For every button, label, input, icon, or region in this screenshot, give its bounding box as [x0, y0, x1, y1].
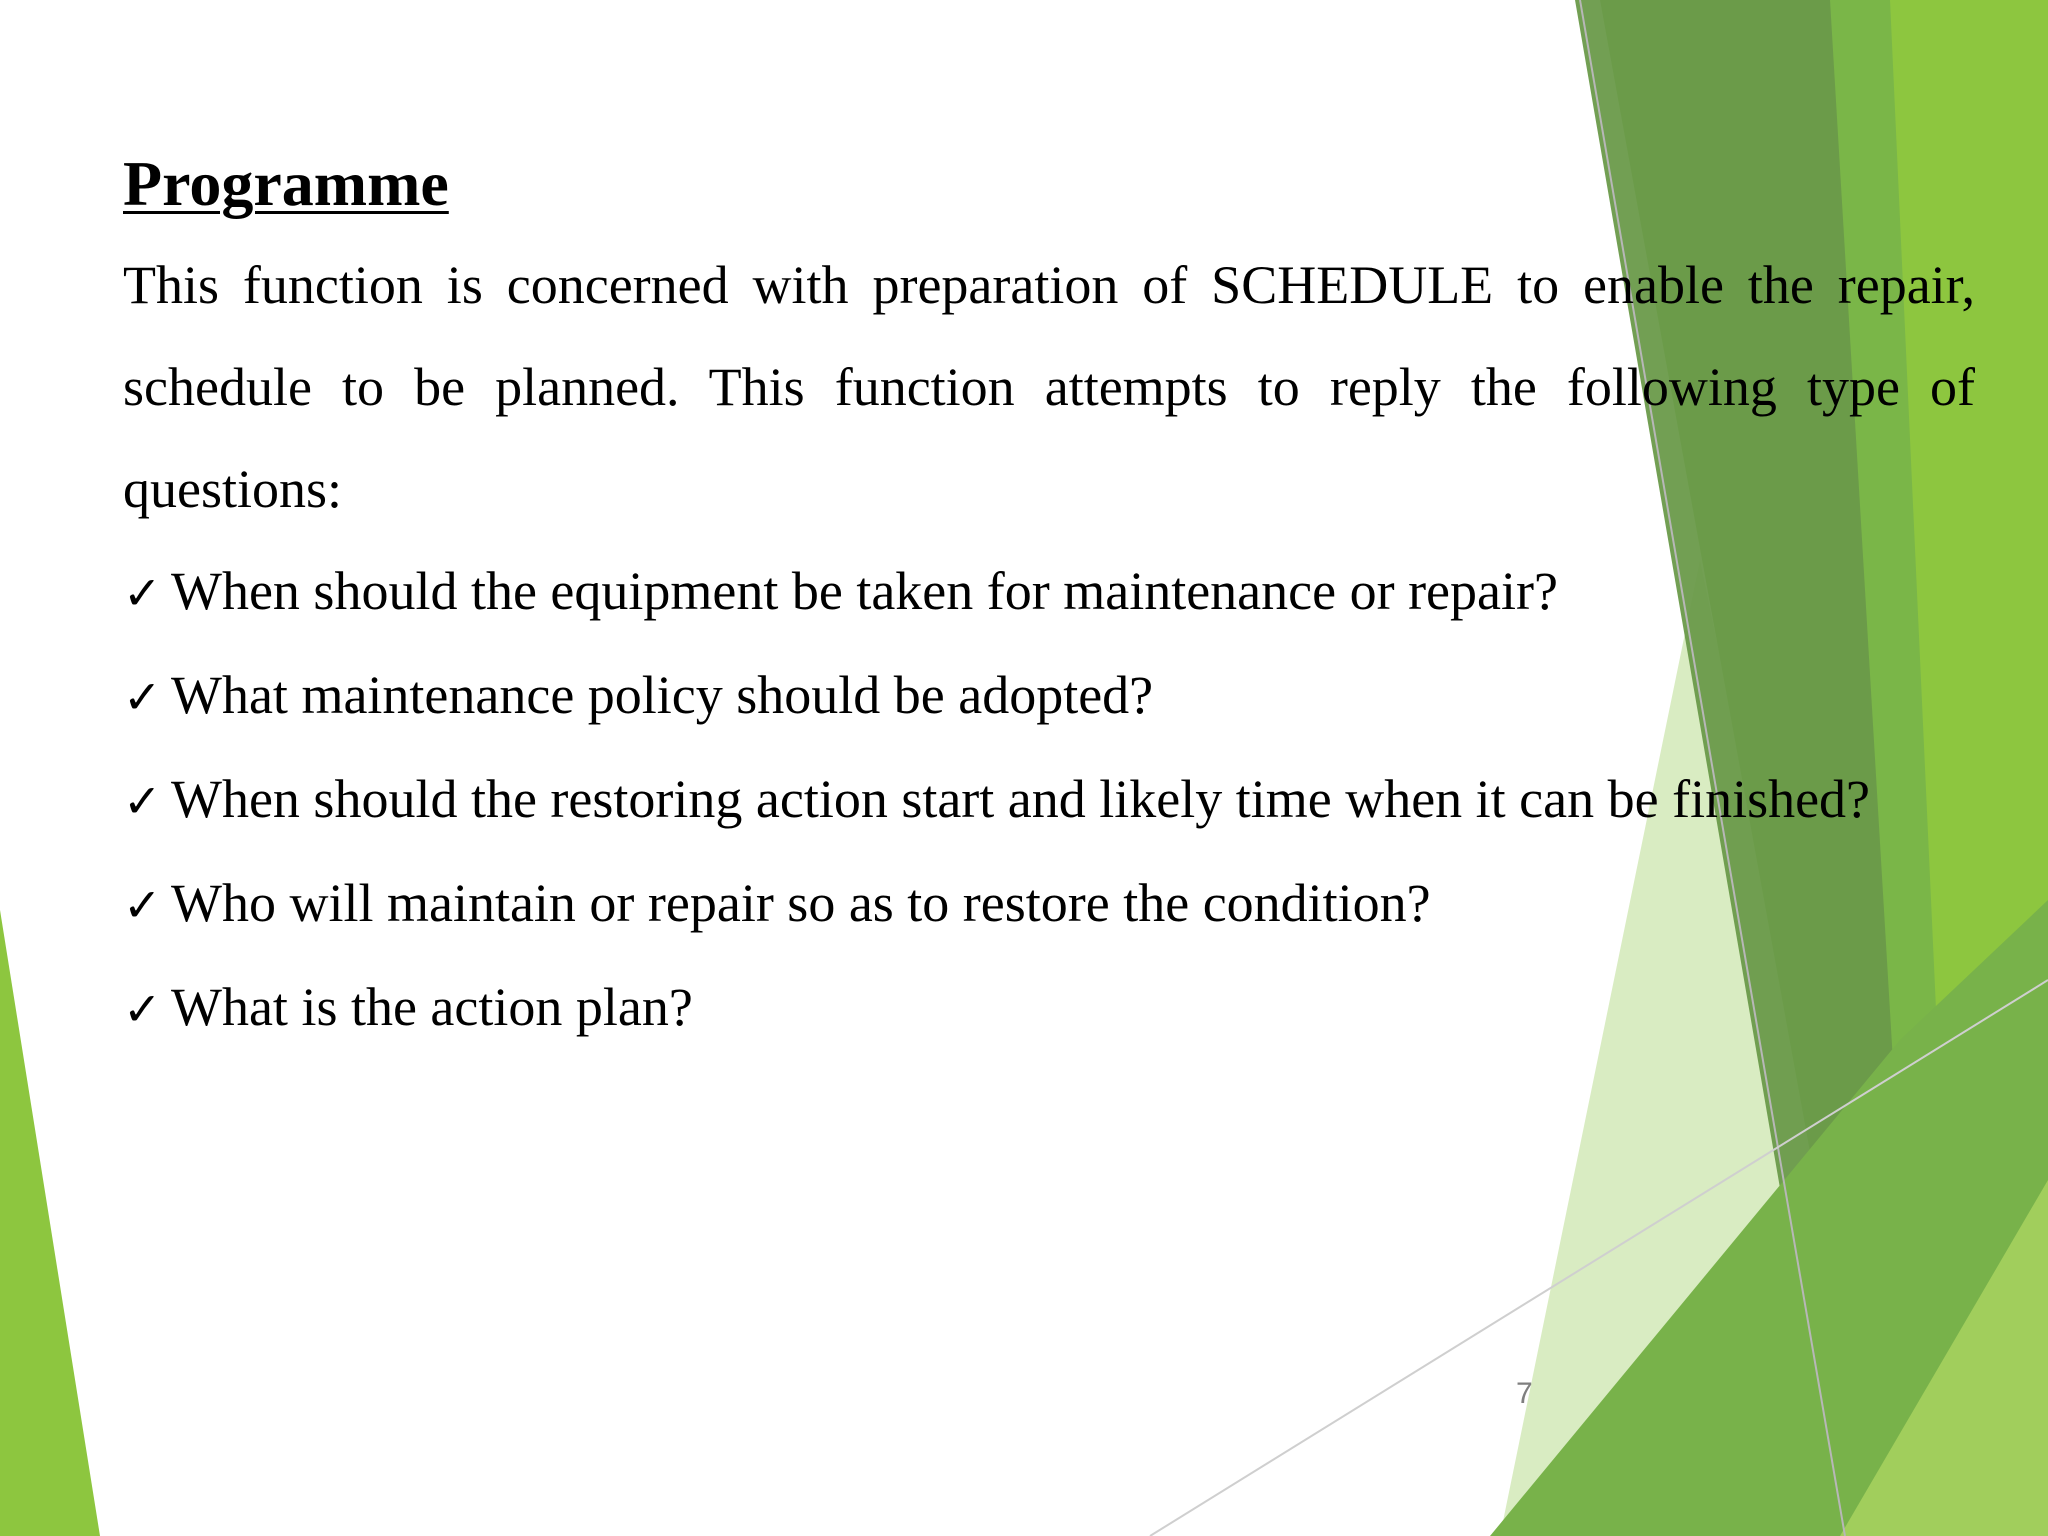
list-item: [123, 748, 1975, 852]
slide-title: Programme: [123, 148, 449, 219]
checkmark-icon: ✓: [123, 982, 162, 1036]
list-item-text: When should the restoring action start and likely time when it can be finished?: [171, 769, 1871, 829]
checkmark-icon: ✓: [123, 670, 162, 724]
list-item-text: Who will maintain or repair so as to restore the condition?: [171, 873, 1431, 933]
question-list: [123, 540, 1975, 1060]
left-green-sliver: [0, 910, 100, 1536]
checkmark-icon: ✓: [123, 878, 162, 932]
list-item-text: When should the equipment be taken for maintenance or repair?: [171, 561, 1558, 621]
list-item-text: What maintenance policy should be adopted?: [171, 665, 1154, 725]
checkmark-icon: ✓: [123, 566, 162, 620]
intro-paragraph: This function is concerned with preparation of SCHEDULE to enable the repair, schedule to be planned. This function attempts to reply the following type of questions:: [123, 255, 1975, 519]
checkmark-icon: ✓: [123, 774, 162, 828]
list-item: [123, 852, 1975, 956]
list-item: [123, 540, 1975, 644]
list-item-text: What is the action plan?: [171, 977, 693, 1037]
slide-content: [123, 140, 1975, 1060]
list-item: [123, 644, 1975, 748]
list-item: [123, 956, 1975, 1060]
page-number: 7: [1516, 1377, 1533, 1410]
